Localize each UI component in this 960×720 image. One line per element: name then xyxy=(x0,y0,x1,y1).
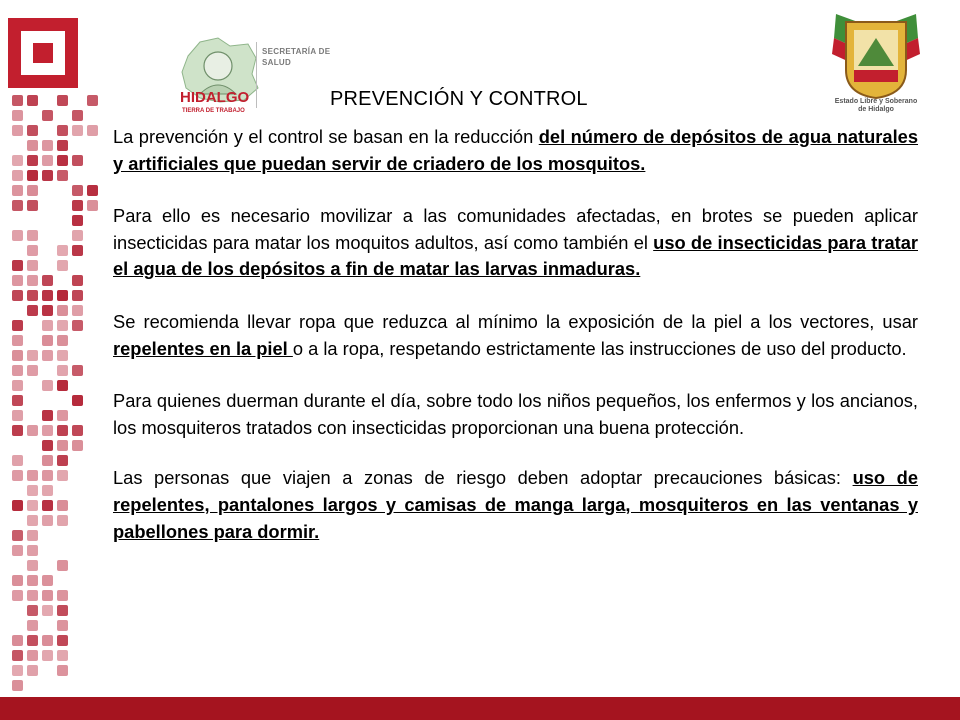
mosaic-tile xyxy=(72,275,83,286)
mosaic-tile xyxy=(72,320,83,331)
mosaic-tile xyxy=(42,440,53,451)
mosaic-tile xyxy=(12,335,23,346)
mosaic-tile xyxy=(42,155,53,166)
paragraph-3-emphasis: repelentes en la piel xyxy=(113,337,293,359)
hidalgo-tagline: TIERRA DE TRABAJO xyxy=(182,108,245,114)
mosaic-tile xyxy=(12,425,23,436)
mosaic-tile xyxy=(12,290,23,301)
mosaic-tile xyxy=(57,515,68,526)
mosaic-tile xyxy=(27,275,38,286)
mosaic-tile xyxy=(27,635,38,646)
mosaic-tile xyxy=(42,410,53,421)
mosaic-tile xyxy=(57,350,68,361)
mosaic-tile xyxy=(72,110,83,121)
mosaic-tile xyxy=(42,425,53,436)
mosaic-tile xyxy=(57,155,68,166)
mosaic-tile xyxy=(27,95,38,106)
paragraph-3 xyxy=(113,309,918,362)
mosaic-tile xyxy=(72,230,83,241)
mosaic-tile xyxy=(12,185,23,196)
mosaic-tile xyxy=(12,275,23,286)
mosaic-tile xyxy=(27,605,38,616)
mosaic-tile xyxy=(27,425,38,436)
mosaic-tile xyxy=(42,500,53,511)
mosaic-tile xyxy=(12,395,23,406)
mosaic-tile xyxy=(12,155,23,166)
mosaic-tile xyxy=(27,350,38,361)
mosaic-tile xyxy=(12,350,23,361)
mosaic-tile xyxy=(27,530,38,541)
mosaic-tile xyxy=(42,110,53,121)
mosaic-tile xyxy=(57,605,68,616)
mosaic-tile xyxy=(42,605,53,616)
mosaic-tile xyxy=(57,125,68,136)
mosaic-tile xyxy=(27,470,38,481)
mosaic-tile xyxy=(57,260,68,271)
mosaic-tile xyxy=(12,230,23,241)
mosaic-tile xyxy=(72,200,83,211)
paragraph-2-emphasis: uso de insecticidas para tratar el agua de los depósitos a fin de matar las larvas inmaduras. xyxy=(113,231,918,280)
mosaic-tile xyxy=(57,590,68,601)
mosaic-tile xyxy=(72,395,83,406)
mosaic-tile xyxy=(12,470,23,481)
paragraph-1-emphasis: del número de depósitos de agua naturales y artificiales que puedan servir de criadero de los mosquitos. xyxy=(113,126,919,174)
mosaic-tile xyxy=(27,245,38,256)
mosaic-tile xyxy=(42,575,53,586)
mosaic-tile xyxy=(27,515,38,526)
mosaic-tile xyxy=(57,455,68,466)
decorative-mosaic xyxy=(0,95,100,695)
mosaic-tile xyxy=(42,305,53,316)
mosaic-tile xyxy=(27,485,38,496)
paragraph-4 xyxy=(113,388,918,441)
mosaic-tile xyxy=(12,500,23,511)
mosaic-tile xyxy=(72,155,83,166)
mosaic-tile xyxy=(57,320,68,331)
mosaic-tile xyxy=(87,200,98,211)
mosaic-tile xyxy=(72,305,83,316)
secretaria-line-1: SECRETARÍA DE xyxy=(262,47,331,56)
mosaic-tile xyxy=(42,140,53,151)
mosaic-tile xyxy=(72,215,83,226)
mosaic-tile xyxy=(12,380,23,391)
mosaic-tile xyxy=(27,155,38,166)
mosaic-tile xyxy=(42,470,53,481)
secretaria-text xyxy=(262,46,330,68)
mosaic-tile xyxy=(12,575,23,586)
mosaic-tile xyxy=(27,230,38,241)
mosaic-tile xyxy=(27,365,38,376)
mosaic-tile xyxy=(72,440,83,451)
mosaic-tile xyxy=(27,260,38,271)
mosaic-tile xyxy=(12,665,23,676)
mosaic-tile xyxy=(12,95,23,106)
state-caption-line-2: de Hidalgo xyxy=(858,106,894,113)
mosaic-tile xyxy=(12,545,23,556)
paragraph-5-text: Las personas que viajen a zonas de riesgo deben adoptar precauciones básicas: xyxy=(113,467,853,489)
mosaic-tile xyxy=(57,170,68,181)
mosaic-tile xyxy=(12,125,23,136)
state-caption-line-1: Estado Libre y Soberano xyxy=(834,98,918,105)
mosaic-tile xyxy=(72,425,83,436)
hidalgo-brand: HIDALGO xyxy=(180,89,250,106)
mosaic-tile xyxy=(12,635,23,646)
secretaria-line-2: SALUD xyxy=(262,58,292,67)
mosaic-tile xyxy=(57,425,68,436)
mosaic-tile xyxy=(27,590,38,601)
mosaic-tile xyxy=(42,650,53,661)
mosaic-tile xyxy=(87,95,98,106)
mosaic-tile xyxy=(27,170,38,181)
mosaic-tile xyxy=(57,650,68,661)
mosaic-tile xyxy=(57,95,68,106)
paragraph-5 xyxy=(113,465,918,545)
mosaic-tile xyxy=(27,200,38,211)
mosaic-tile xyxy=(42,275,53,286)
mosaic-tile xyxy=(42,485,53,496)
mosaic-tile xyxy=(72,185,83,196)
paragraph-1 xyxy=(113,124,918,177)
mosaic-tile xyxy=(12,110,23,121)
paragraph-4-text: Para quienes duerman durante el día, sobre todo los niños pequeños, los enfermos y los ancianos, los mosquiteros tratados con insecticidas proporcionan una buena protección. xyxy=(113,390,918,438)
mosaic-tile xyxy=(27,575,38,586)
mosaic-tile xyxy=(57,335,68,346)
footer-bar xyxy=(0,697,960,720)
mosaic-tile xyxy=(12,455,23,466)
mosaic-tile xyxy=(57,470,68,481)
body-text xyxy=(113,124,918,571)
mosaic-tile xyxy=(42,380,53,391)
logo-square-core xyxy=(33,43,53,63)
mosaic-tile xyxy=(12,590,23,601)
mosaic-tile xyxy=(42,515,53,526)
mosaic-tile xyxy=(42,170,53,181)
mosaic-tile xyxy=(87,185,98,196)
mosaic-tile xyxy=(57,380,68,391)
portrait-head xyxy=(204,52,232,80)
mosaic-tile xyxy=(12,650,23,661)
mosaic-tile xyxy=(87,125,98,136)
mosaic-tile xyxy=(57,140,68,151)
mosaic-tile xyxy=(57,500,68,511)
mosaic-tile xyxy=(27,500,38,511)
mosaic-tile xyxy=(42,320,53,331)
mosaic-tile xyxy=(27,665,38,676)
mosaic-tile xyxy=(57,365,68,376)
mosaic-tile xyxy=(27,290,38,301)
mosaic-tile xyxy=(12,680,23,691)
mosaic-tile xyxy=(12,260,23,271)
paragraph-3-text-end: o a la ropa, respetando estrictamente las instrucciones de uso del producto. xyxy=(292,337,907,359)
mosaic-tile xyxy=(27,185,38,196)
paragraph-3-text: Se recomienda llevar ropa que reduzca al mínimo la exposición de la piel a los vectores, usar xyxy=(113,310,918,332)
mosaic-tile xyxy=(57,635,68,646)
mosaic-tile xyxy=(12,530,23,541)
mosaic-tile xyxy=(57,245,68,256)
mosaic-tile xyxy=(12,365,23,376)
mosaic-tile xyxy=(57,665,68,676)
mosaic-tile xyxy=(27,140,38,151)
mosaic-tile xyxy=(72,365,83,376)
paragraph-2-text: Para ello es necesario movilizar a las comunidades afectadas, en brotes se pueden aplicar insecticidas para matar los moquitos adultos, así como también el xyxy=(113,205,918,253)
mosaic-tile xyxy=(42,290,53,301)
mosaic-tile xyxy=(27,620,38,631)
mosaic-tile xyxy=(12,200,23,211)
mosaic-tile xyxy=(42,335,53,346)
mosaic-tile xyxy=(57,305,68,316)
mosaic-tile xyxy=(42,455,53,466)
mosaic-tile xyxy=(72,290,83,301)
page-title: PREVENCIÓN Y CONTROL xyxy=(330,88,588,110)
mosaic-tile xyxy=(57,410,68,421)
logo-divider xyxy=(256,42,257,108)
mosaic-tile xyxy=(72,245,83,256)
shield-band xyxy=(854,70,898,82)
mosaic-tile xyxy=(27,650,38,661)
paragraph-1-text: La prevención y el control se basan en la reducción xyxy=(113,126,539,147)
paragraph-2 xyxy=(113,203,918,283)
mosaic-tile xyxy=(42,350,53,361)
state-caption xyxy=(826,98,926,114)
mosaic-tile xyxy=(27,560,38,571)
mosaic-tile xyxy=(57,440,68,451)
mosaic-tile xyxy=(27,125,38,136)
red-square-logo xyxy=(8,18,78,88)
mosaic-tile xyxy=(27,305,38,316)
mosaic-tile xyxy=(57,620,68,631)
mosaic-tile xyxy=(42,635,53,646)
mosaic-tile xyxy=(57,560,68,571)
mosaic-tile xyxy=(12,320,23,331)
mosaic-tile xyxy=(57,290,68,301)
mosaic-tile xyxy=(12,170,23,181)
mosaic-tile xyxy=(27,545,38,556)
mosaic-tile xyxy=(72,125,83,136)
mosaic-tile xyxy=(42,590,53,601)
paragraph-5-emphasis: uso de repelentes, pantalones largos y camisas de manga larga, mosquiteros en las ventanas y pabellones para dormir. xyxy=(113,467,918,542)
mosaic-tile xyxy=(12,410,23,421)
